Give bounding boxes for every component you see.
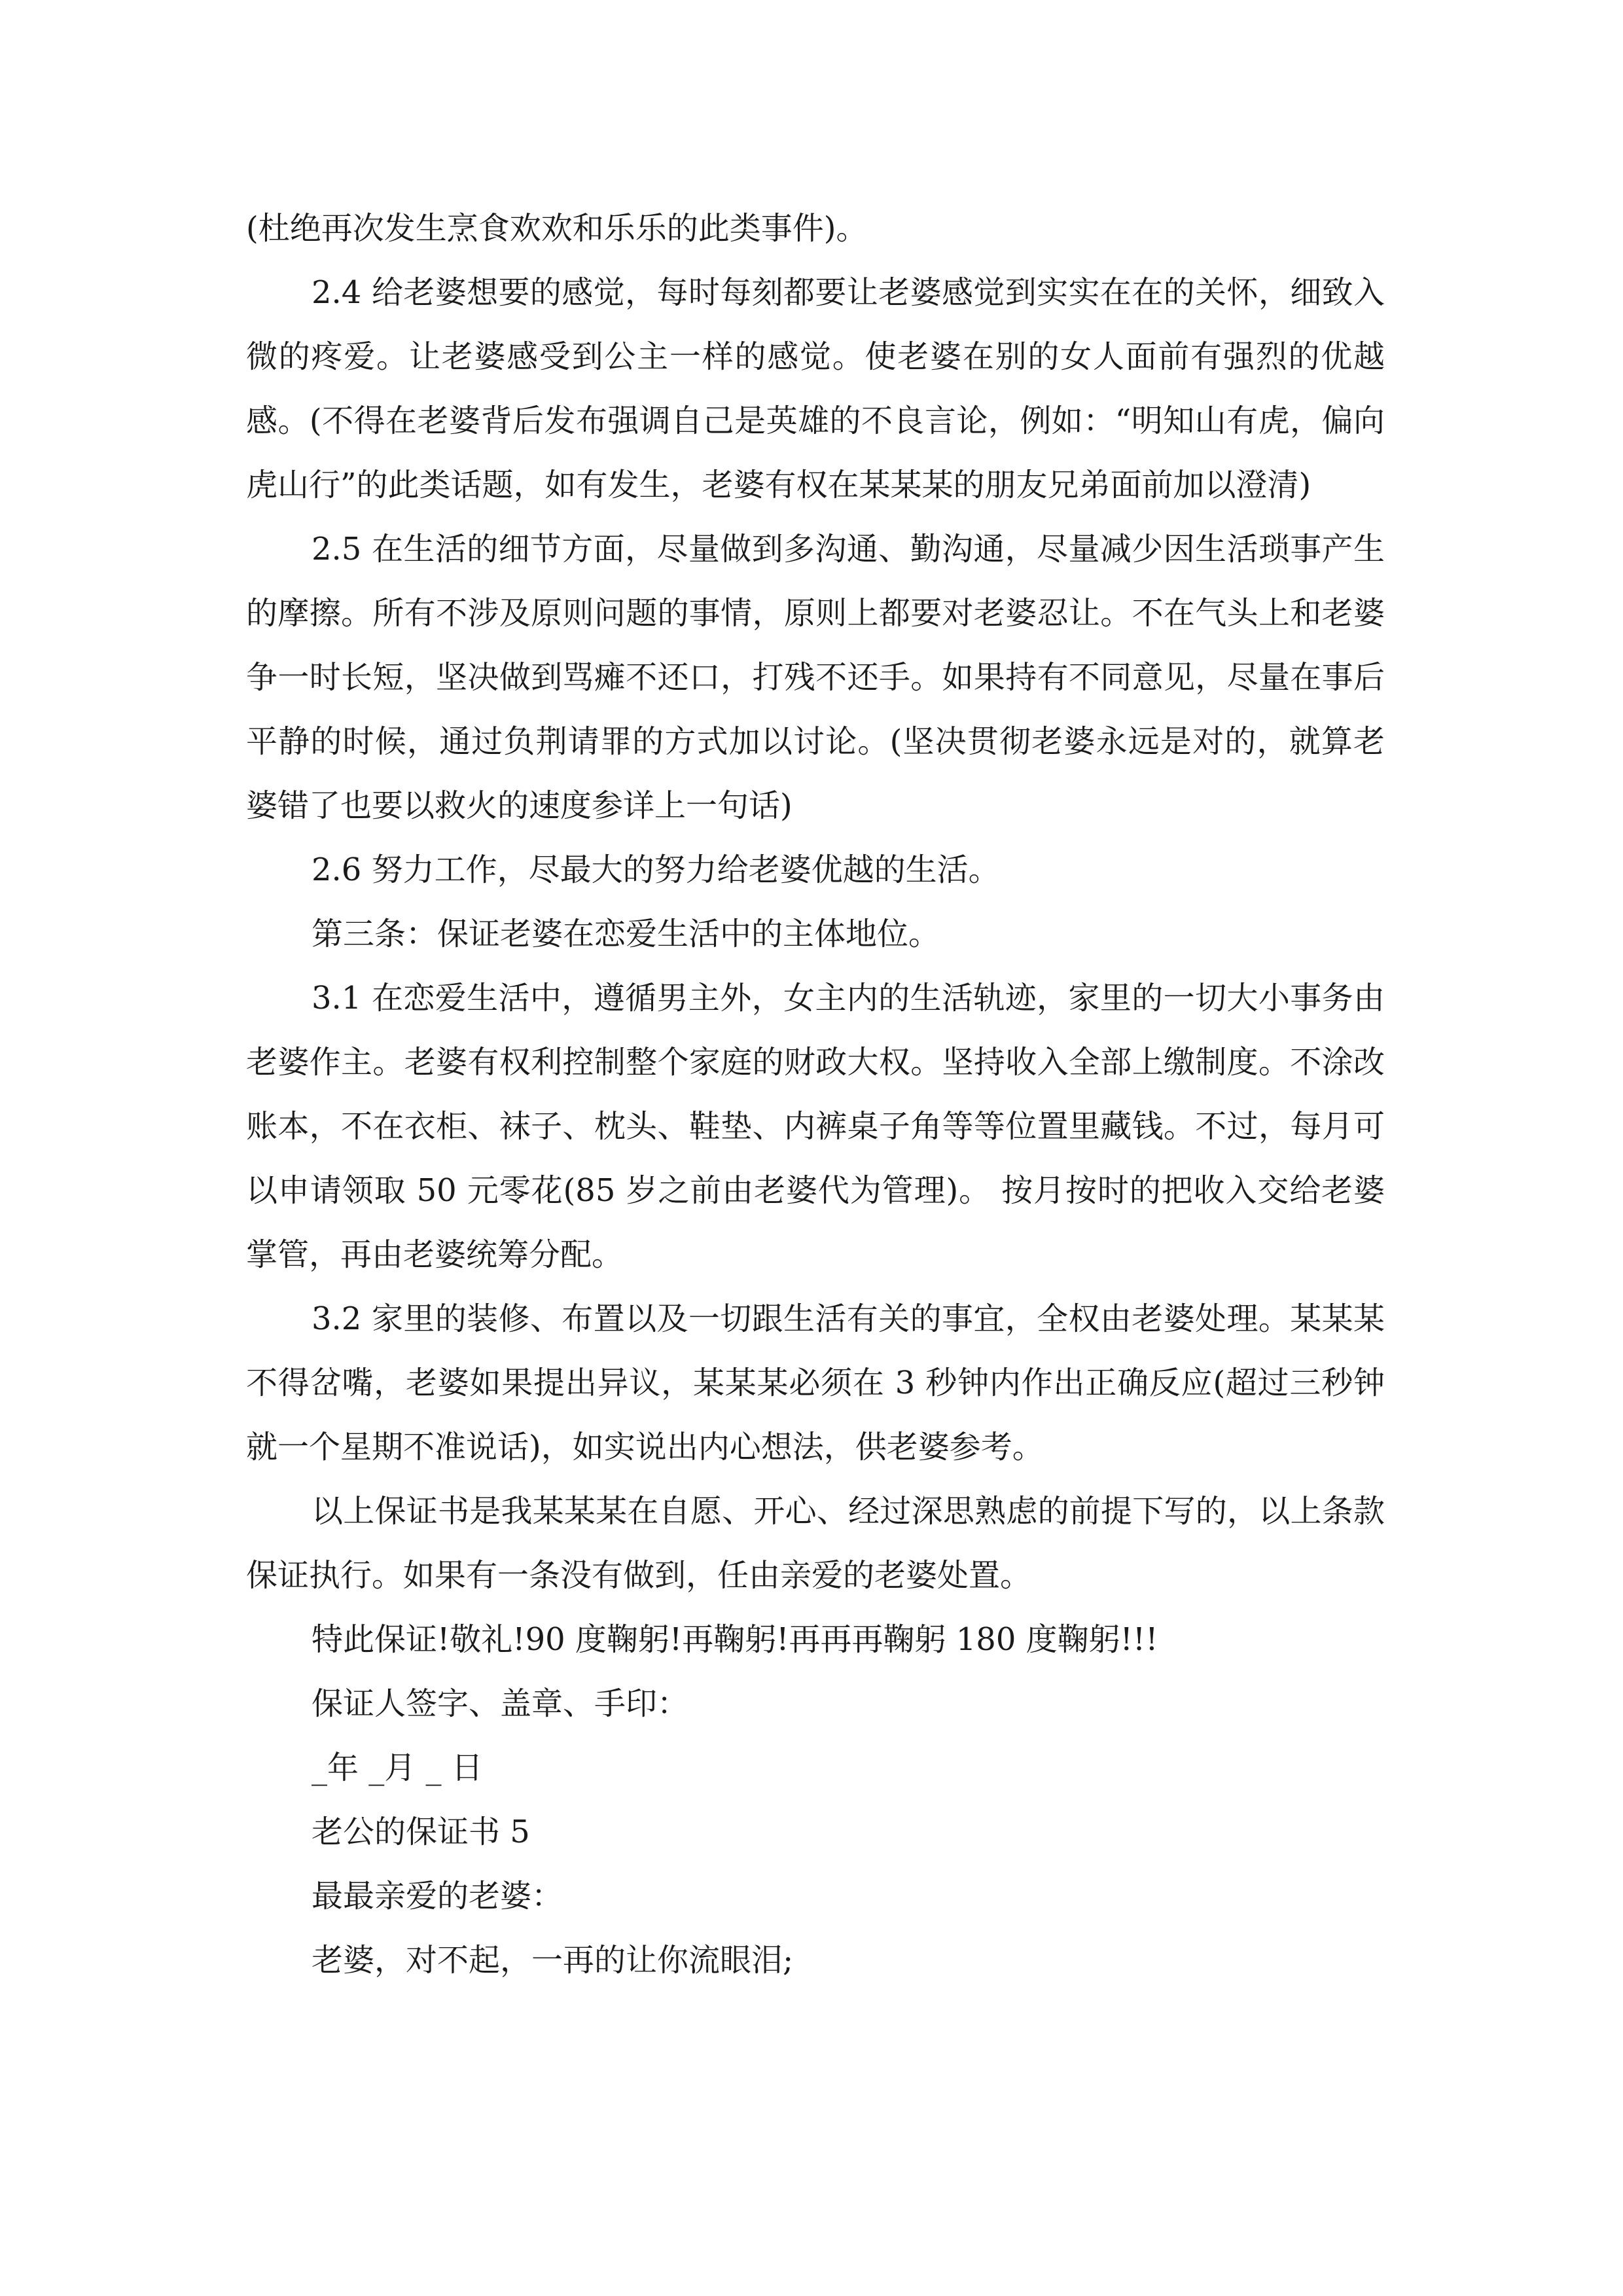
article-3-heading: 第三条：保证老婆在恋爱生活中的主体地位。 bbox=[312, 916, 940, 952]
document-body bbox=[246, 196, 1385, 1992]
date-line: _年 _月 _ 日 bbox=[312, 1749, 483, 1786]
section-title-5: 老公的保证书 5 bbox=[312, 1814, 530, 1850]
letter-opening: 老婆，对不起，一再的让你流眼泪; bbox=[312, 1942, 794, 1979]
paragraph-3-1: 3.1 在恋爱生活中，遵循男主外，女主内的生活轨迹，家里的一切大小事务由老婆作主。老婆有权利控制整个家庭的财政大权。坚持收入全部上缴制度。不涂改账本，不在衣柜、袜子、枕头、鞋垫、内裤桌子角等等位置里藏钱。不过，每月可以申请领取 50 元零花(85 岁之前由老婆代为管理)。 按月按时的把收入交给老婆掌管，再由老婆统筹分配。 bbox=[246, 980, 1385, 1273]
signature-line: 保证人签字、盖章、手印： bbox=[312, 1685, 689, 1722]
paragraph-2-6: 2.6 努力工作，尽最大的努力给老婆优越的生活。 bbox=[312, 852, 1000, 888]
paragraph-2-4: 2.4 给老婆想要的感觉，每时每刻都要让老婆感觉到实实在在的关怀，细致入微的疼爱。让老婆感受到公主一样的感觉。使老婆在别的女人面前有强烈的优越感。(不得在老婆背后发布强调自己是英雄的不良言论，例如：“明知山有虎，偏向虎山行”的此类话题，如有发生，老婆有权在某某某的朋友兄弟面前加以澄清) bbox=[246, 274, 1385, 503]
salutation: 最最亲爱的老婆： bbox=[312, 1878, 563, 1914]
paragraph-closing-statement: 以上保证书是我某某某在自愿、开心、经过深思熟虑的前提下写的，以上条款保证执行。如果有一条没有做到，任由亲爱的老婆处置。 bbox=[246, 1493, 1385, 1594]
paragraph-3-2: 3.2 家里的装修、布置以及一切跟生活有关的事宜，全权由老婆处理。某某某不得岔嘴，老婆如果提出异议，某某某必须在 3 秒钟内作出正确反应(超过三秒钟就一个星期不准说话)，如实说出内心想法，供老婆参考。 bbox=[246, 1300, 1385, 1465]
paragraph-2-5: 2.5 在生活的细节方面，尽量做到多沟通、勤沟通，尽量减少因生活琐事产生的摩擦。所有不涉及原则问题的事情，原则上都要对老婆忍让。不在气头上和老婆争一时长短，坚决做到骂瘫不还口，打残不还手。如果持有不同意见，尽量在事后平静的时候，通过负荆请罪的方式加以讨论。(坚决贯彻老婆永远是对的，就算老婆错了也要以救火的速度参详上一句话) bbox=[246, 531, 1385, 824]
paragraph-salute: 特此保证!敬礼!90 度鞠躬!再鞠躬!再再再鞠躬 180 度鞠躬!!! bbox=[312, 1621, 1158, 1658]
paragraph-continuation: (杜绝再次发生烹食欢欢和乐乐的此类事件)。 bbox=[246, 210, 868, 247]
